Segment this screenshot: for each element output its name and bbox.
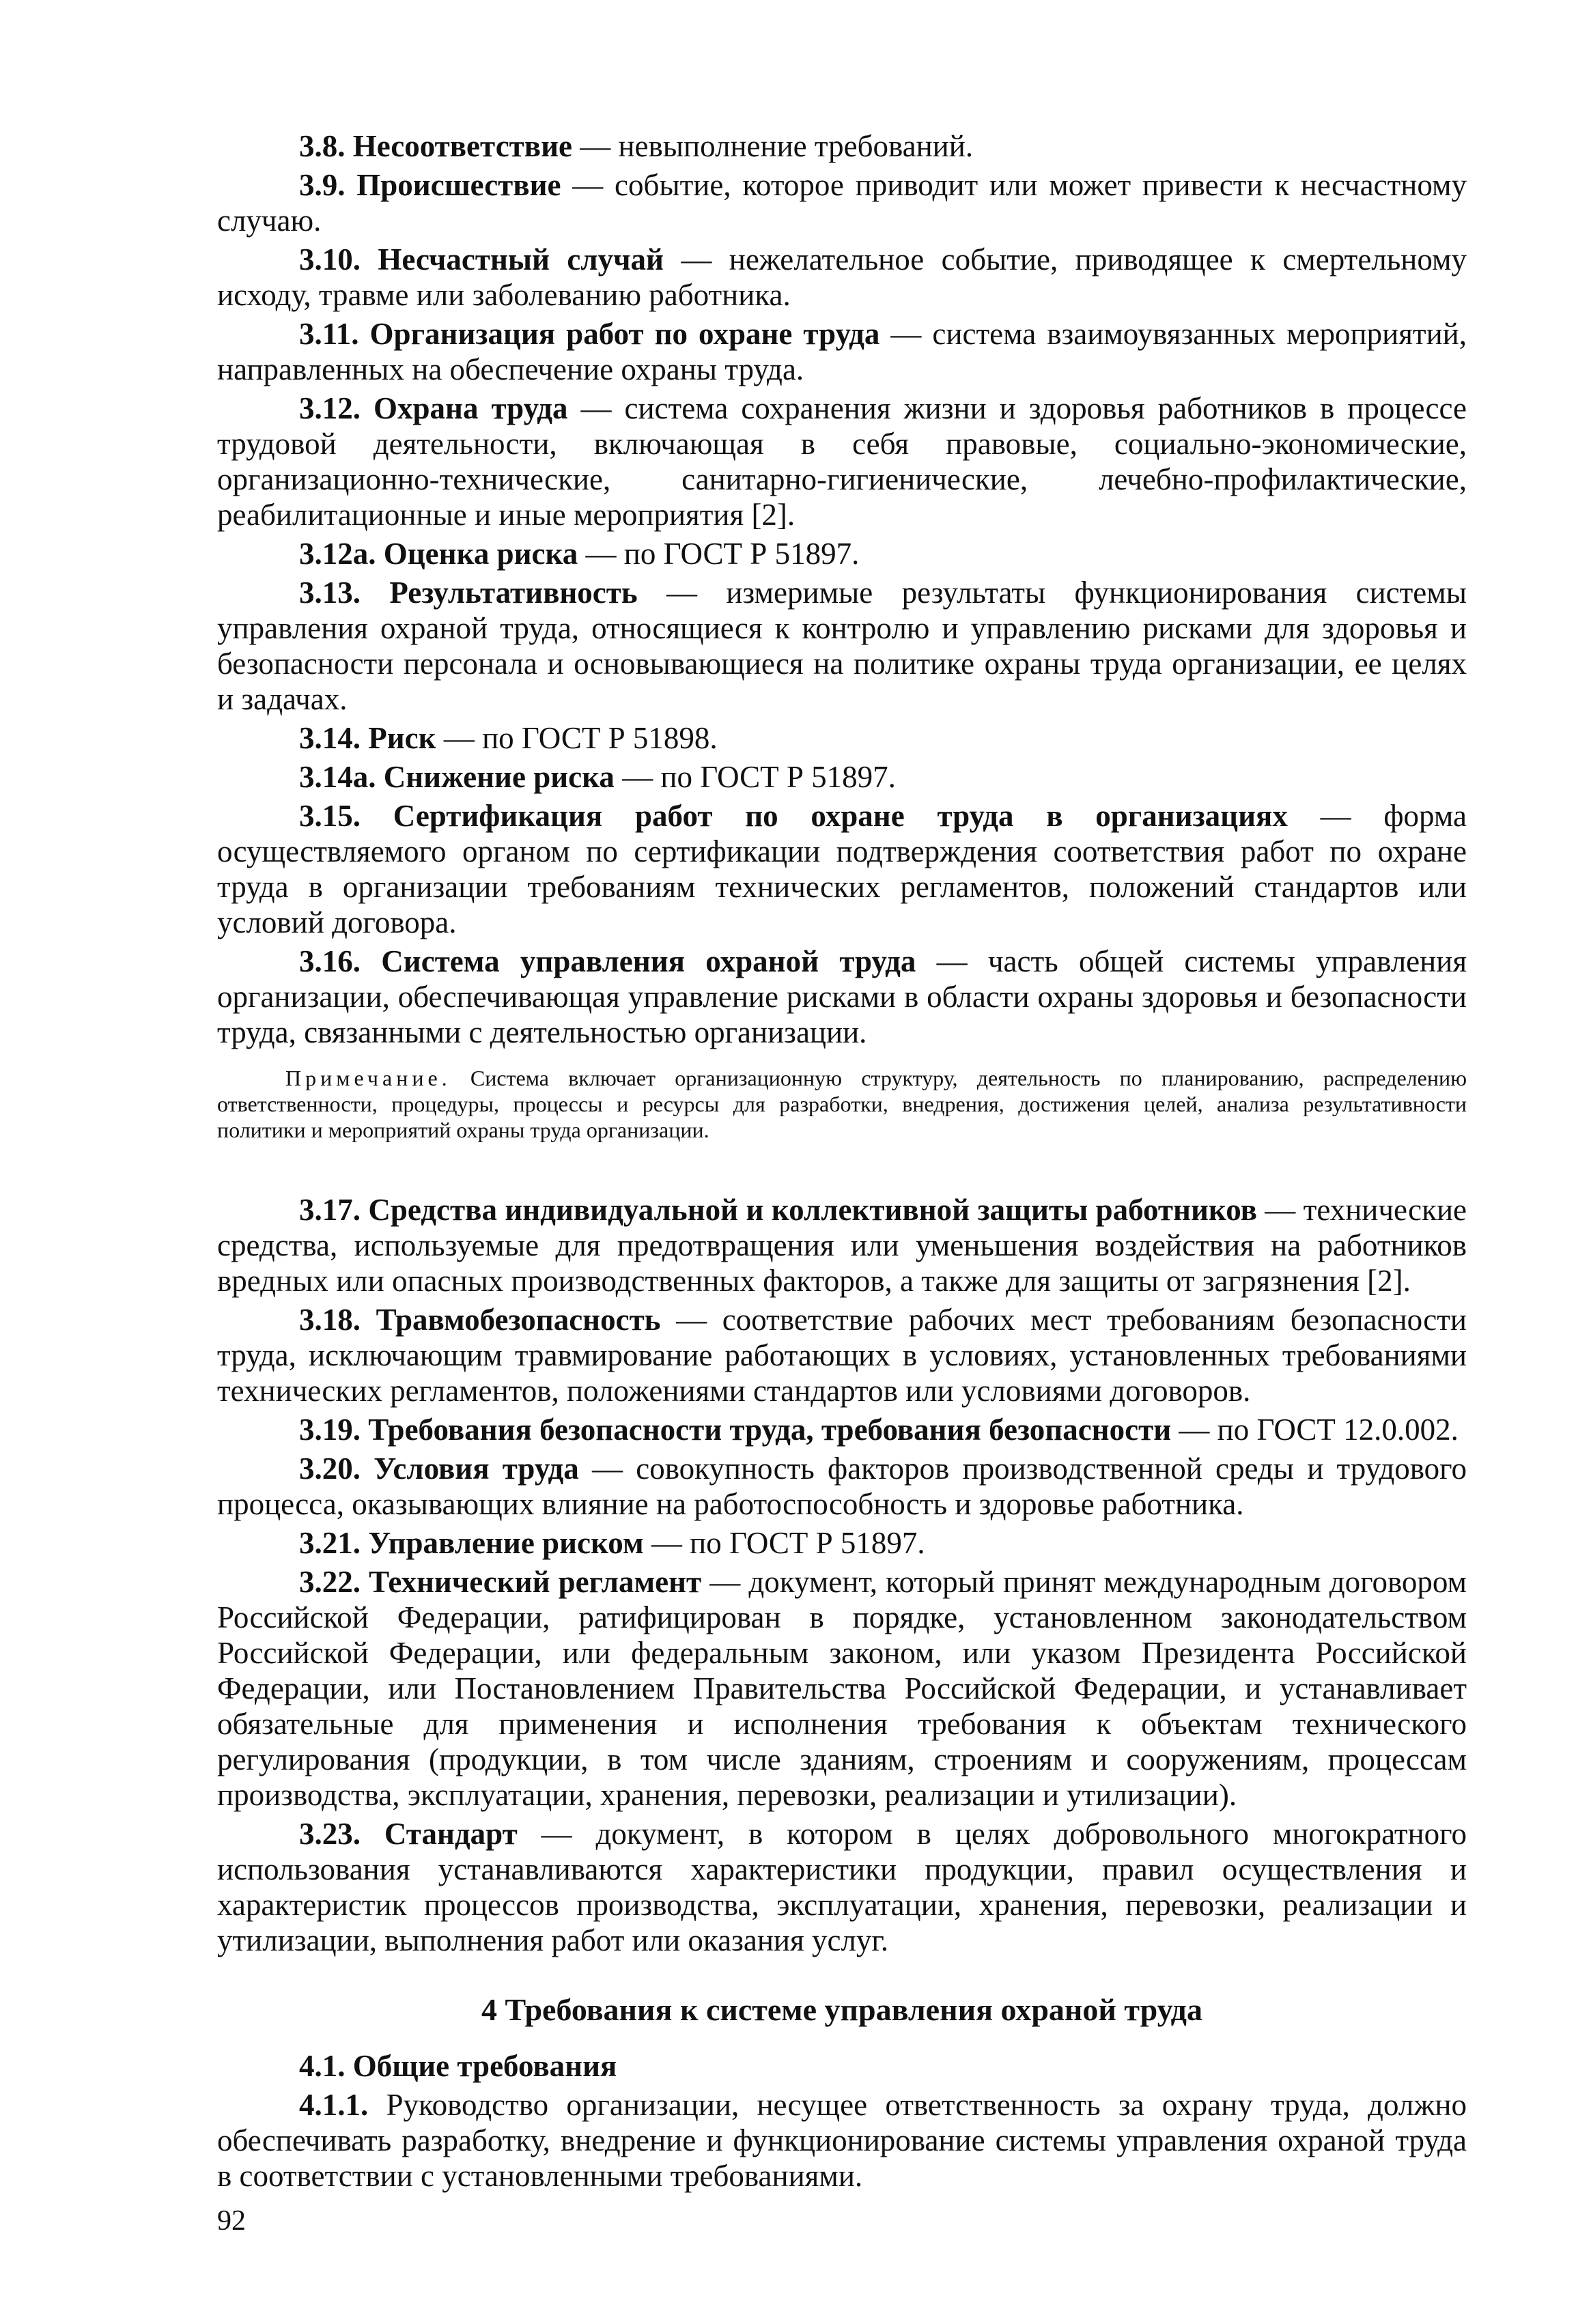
term-name: Требования безопасности труда, требования безопасности <box>368 1413 1172 1447</box>
term-title: 3.22. <box>299 1565 361 1599</box>
term-3-9 <box>217 167 1467 238</box>
term-definition: — документ, в котором в целях добровольного многократного использования устанавливаются характеристики продукции, правил осуществления и характеристик процессов производства, эксплуатации, хранения, перевозки, реализации и утилизации, выполнения работ или оказания услуг. <box>217 1817 1467 1957</box>
term-title: 3.12. <box>299 391 361 425</box>
term-name: Управление риском <box>368 1526 644 1560</box>
term-name: Средства индивидуальной и коллективной защиты работников <box>368 1193 1257 1227</box>
term-3-22 <box>217 1564 1467 1813</box>
note-label: Примечание. <box>285 1066 451 1090</box>
term-3-15 <box>217 798 1467 940</box>
term-definition: — форма осуществляемого органом по сертификации подтверждения соответствия работ по охране труда в организации требованиям технических регламентов, положений стандартов или условий договора. <box>217 799 1467 939</box>
term-definition: — по ГОСТ Р 51897. <box>643 1526 925 1560</box>
term-3-14a <box>217 759 1467 795</box>
term-3-19 <box>217 1412 1467 1447</box>
term-title: 3.21. <box>299 1526 361 1560</box>
term-definition: — технические средства, используемые для предотвращения или уменьшения воздействия на работников вредных или опасных производственных факторов, а также для защиты от загрязнения [2]. <box>217 1193 1467 1298</box>
subsection-title: 4.1. Общие требования <box>299 2049 617 2083</box>
term-definition: — нежелательное событие, приводящее к смертельному исходу, травме или заболеванию работника. <box>217 242 1467 312</box>
term-title: 3.9. <box>299 168 346 202</box>
term-name: Сертификация работ по охране труда в организациях <box>393 799 1288 833</box>
term-title: 3.17. <box>299 1193 361 1227</box>
term-name: Происшествие <box>356 168 561 202</box>
term-3-20 <box>217 1451 1467 1522</box>
term-definition: — документ, который принят международным договором Российской Федерации, ратифицирован в порядке, установленном законодательством Российской Федерации, или федеральным законом, или указом Президента Российской Федерации, или Постановлением Правительства Российской Федерации, и устанавливает обязательные для применения и исполнения требования к объектам технического регулирования (продукции, в том числе зданиям, строениям и сооружениям, процессам производства, эксплуатации, хранения, перевозки, реализации и утилизации). <box>217 1565 1467 1812</box>
term-title: 3.11. <box>299 317 359 351</box>
term-3-23 <box>217 1816 1467 1958</box>
term-name: Снижение риска <box>383 760 615 794</box>
term-title: 3.19. <box>299 1413 361 1447</box>
term-name: Оценка риска <box>383 537 578 571</box>
term-name: Технический регламент <box>369 1565 702 1599</box>
note <box>217 1065 1467 1143</box>
term-title: 3.15. <box>299 799 361 833</box>
term-3-12 <box>217 391 1467 533</box>
term-definition: — система взаимоувязанных мероприятий, направленных на обеспечение охраны труда. <box>217 317 1467 386</box>
term-3-11 <box>217 316 1467 387</box>
term-title: 3.20. <box>299 1451 361 1486</box>
term-title: 3.14а. <box>299 760 376 794</box>
term-title: 3.18. <box>299 1303 361 1337</box>
subsection-heading <box>217 2048 1467 2084</box>
term-definition: — по ГОСТ Р 51897. <box>578 537 860 571</box>
term-name: Результативность <box>389 576 638 610</box>
term-3-21 <box>217 1525 1467 1561</box>
term-3-8 <box>217 128 1467 164</box>
term-definition: — часть общей системы управления организации, обеспечивающая управление рисками в области охраны здоровья и безопасности труда, связанными с деятельностью организации. <box>217 944 1467 1049</box>
term-definition: — событие, которое приводит или может привести к несчастному случаю. <box>217 168 1467 238</box>
term-3-18 <box>217 1302 1467 1408</box>
term-3-10 <box>217 242 1467 313</box>
term-3-16 <box>217 944 1467 1050</box>
term-title: 3.10. <box>299 242 361 277</box>
clause-4-1-1 <box>217 2087 1467 2194</box>
term-definition: — измеримые результаты функционирования системы управления охраной труда, относящиеся к контролю и управлению рисками для здоровья и безопасности персонала и основывающиеся на политике охраны труда организации, ее целях и задачах. <box>217 576 1467 716</box>
term-name: Организация работ по охране труда <box>369 317 880 351</box>
document-page <box>217 128 1467 2197</box>
term-name: Система управления охраной труда <box>381 944 916 978</box>
page-number: 92 <box>217 2205 246 2237</box>
term-definition: — соответствие рабочих мест требованиям безопасности труда, исключающим травмирование работающих в условиях, установленных требованиями технических регламентов, положениями стандартов или условиями договоров. <box>217 1303 1467 1408</box>
note-text: Система включает организационную структуру, деятельность по планированию, распределению ответственности, процедуры, процессы и ресурсы для разработки, внедрения, достижения целей, анализа результативности политики и мероприятий охраны труда организации. <box>217 1066 1467 1142</box>
term-definition: — по ГОСТ Р 51898. <box>436 721 718 755</box>
term-definition: — совокупность факторов производственной среды и трудового процесса, оказывающих влияние на работоспособность и здоровье работника. <box>217 1451 1467 1521</box>
term-name: Риск <box>368 721 436 755</box>
term-3-17 <box>217 1192 1467 1299</box>
term-name: Стандарт <box>384 1817 518 1851</box>
term-title: 3.14. <box>299 721 361 755</box>
term-definition: — невыполнение требований. <box>572 129 974 163</box>
clause-text: Руководство организации, несущее ответственность за охрану труда, должно обеспечивать разработку, внедрение и функционирование системы управления охраной труда в соответствии с установленными требованиями. <box>217 2088 1467 2193</box>
term-3-12a <box>217 536 1467 571</box>
term-title: 3.16. <box>299 944 361 978</box>
term-name: Травмобезопасность <box>376 1303 661 1337</box>
term-name: Условия труда <box>374 1451 579 1486</box>
term-title: 3.12а. <box>299 537 376 571</box>
term-definition: — по ГОСТ 12.0.002. <box>1171 1413 1459 1447</box>
term-name: Несчастный случай <box>378 242 664 277</box>
term-definition: — по ГОСТ Р 51897. <box>614 760 896 794</box>
clause-number: 4.1.1. <box>299 2088 369 2122</box>
term-name: Охрана труда <box>374 391 568 425</box>
term-title: 3.13. <box>299 576 361 610</box>
section-heading: 4 Требования к системе управления охраной труда <box>481 1992 1202 2027</box>
term-3-14 <box>217 720 1467 756</box>
term-title: 3.23. <box>299 1817 361 1851</box>
term-name: Несоответствие <box>352 129 572 163</box>
term-title: 3.8. <box>299 129 346 163</box>
term-3-13 <box>217 575 1467 717</box>
term-definition: — система сохранения жизни и здоровья работников в процессе трудовой деятельности, включающая в себя правовые, социально-экономические, организационно-технические, санитарно-гигиенические, лечебно-профилактические, реабилитационные и иные мероприятия [2]. <box>217 391 1467 532</box>
